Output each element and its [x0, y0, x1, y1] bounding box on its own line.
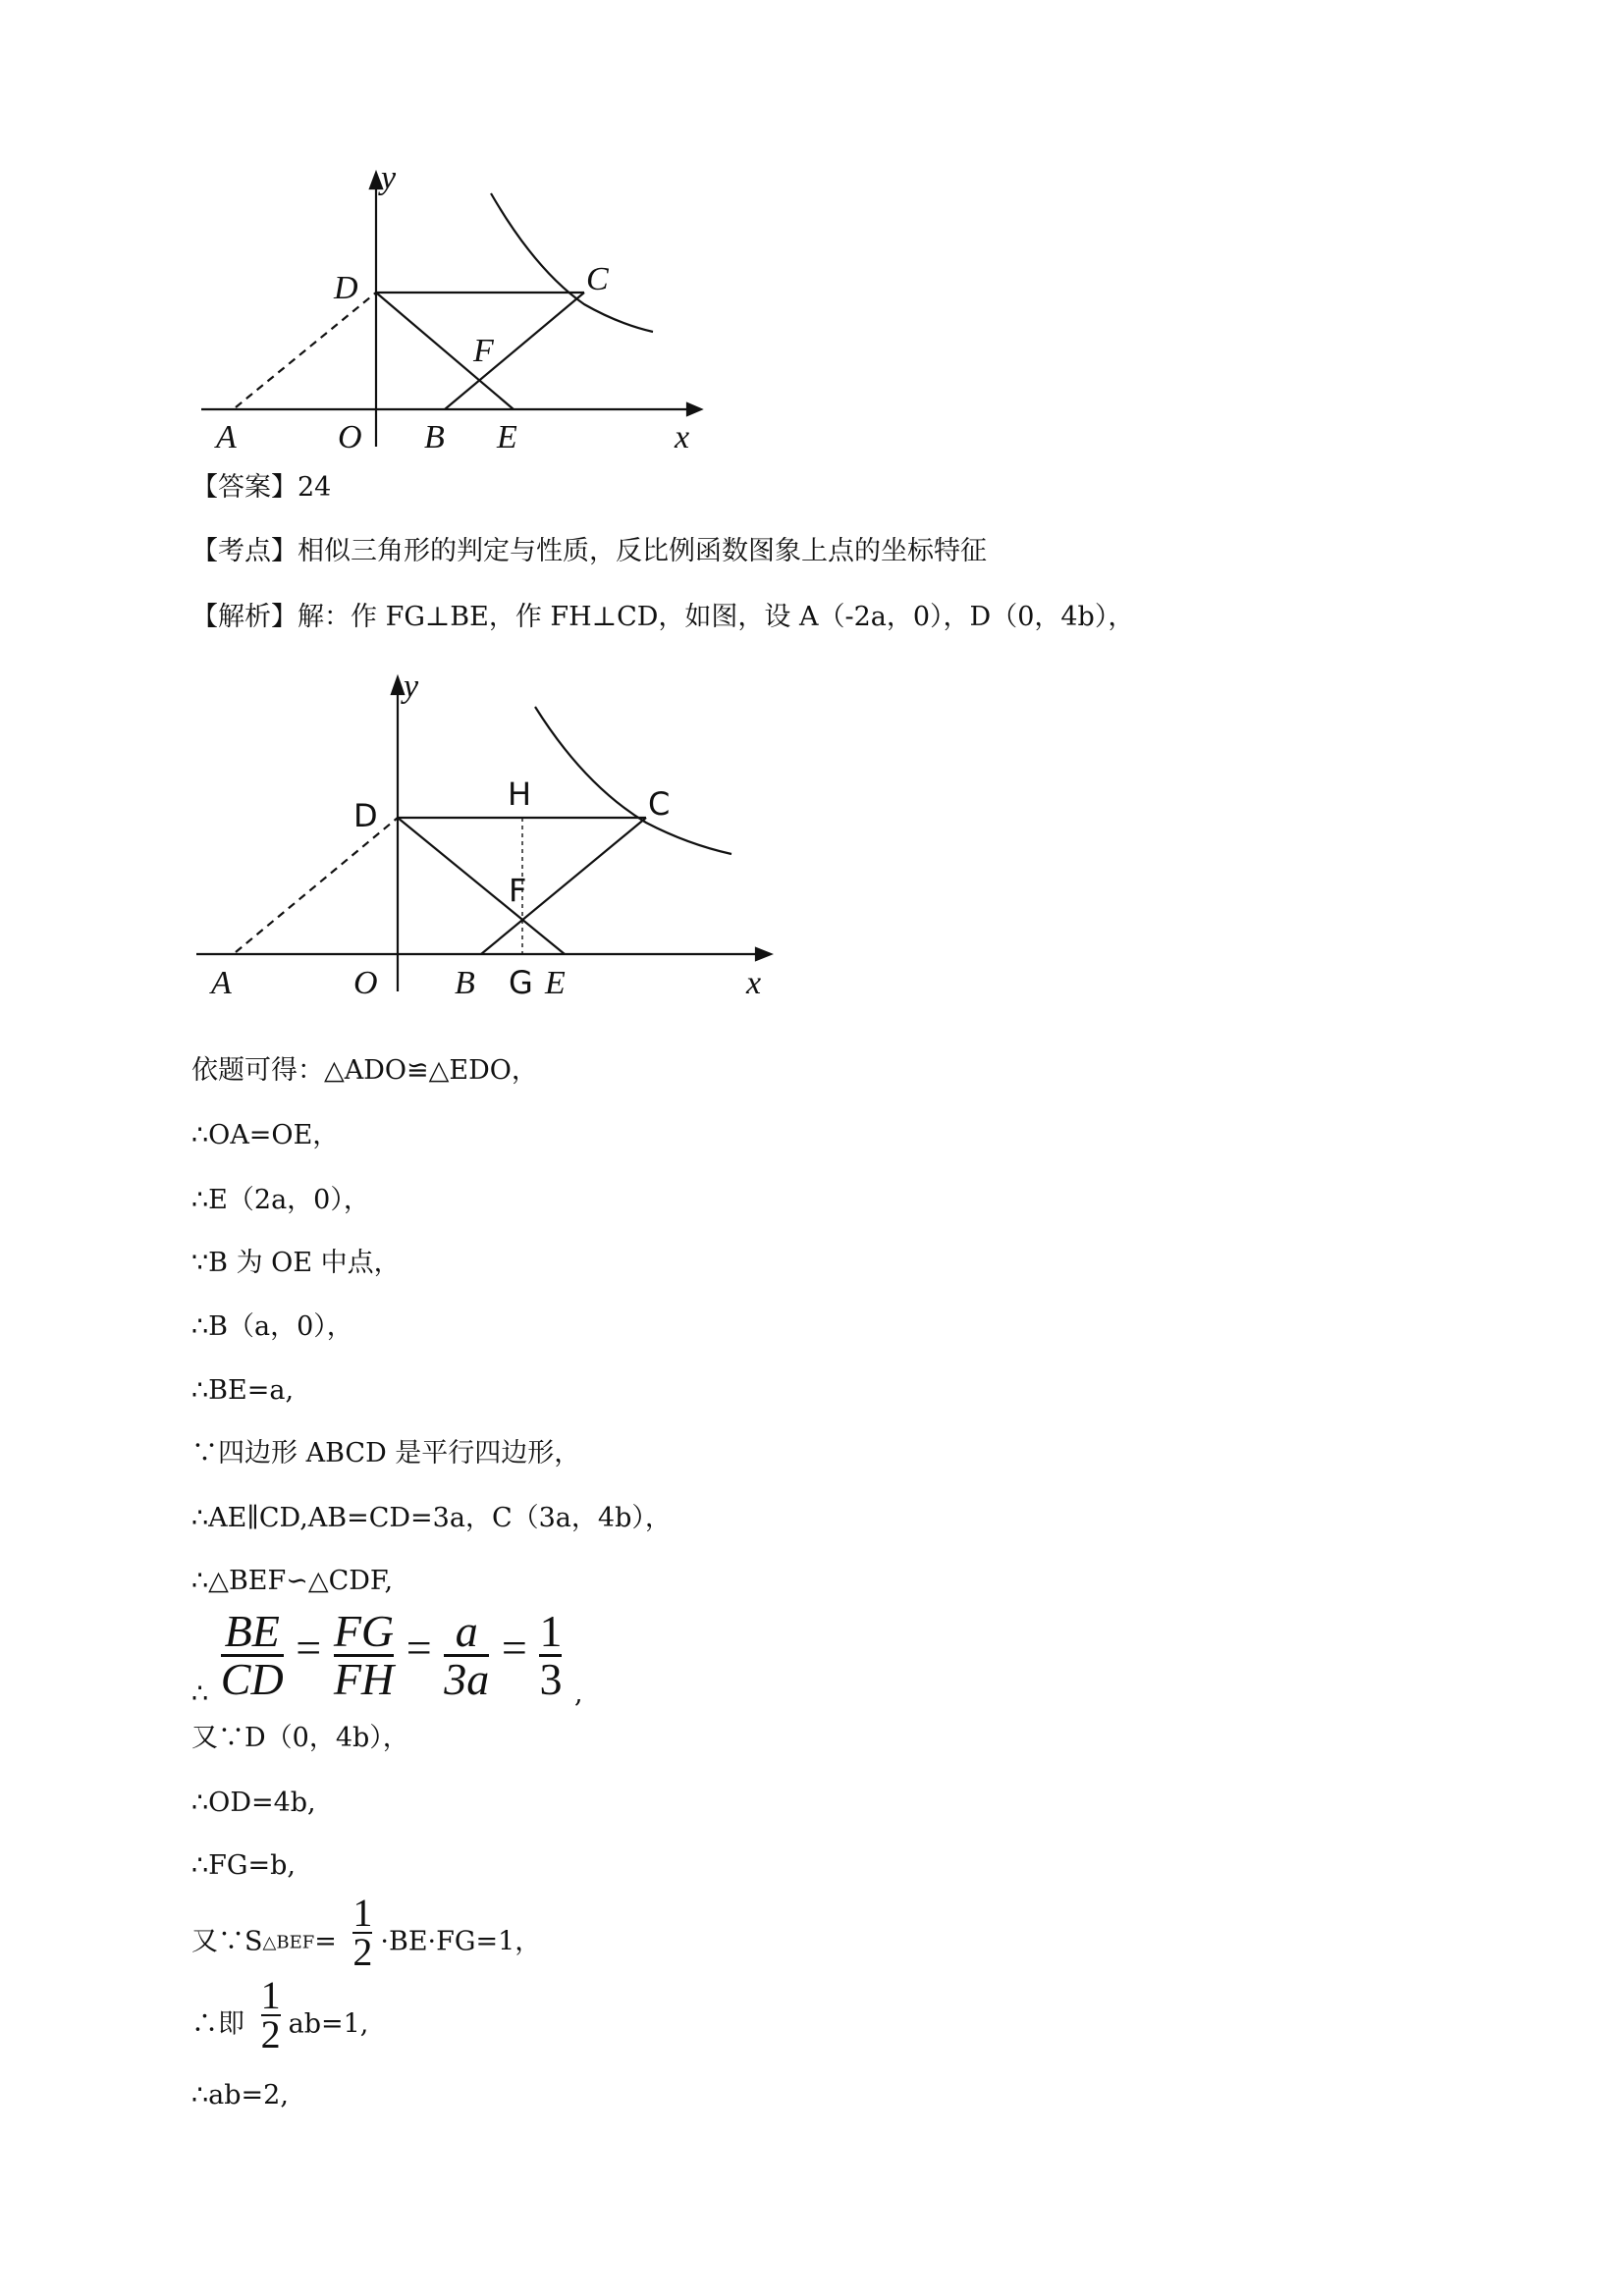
fraction-a-3a: $\frac{a}{3a}$ — [444, 1606, 490, 1704]
kaodian-tag: 【考点】 — [191, 536, 298, 566]
fraction-be-cd: $\frac{BE}{CD}$ — [220, 1606, 284, 1704]
segment-BC — [445, 293, 584, 409]
label-D: D — [334, 270, 358, 306]
ji-equation: ∴即 $\frac{1}{2} ab=1$, — [191, 1973, 369, 2056]
label-O: O — [338, 419, 362, 452]
step-line: ∴OD=4b, — [191, 1788, 316, 1818]
segment-AD-dashed — [236, 818, 398, 952]
segment-DE — [398, 818, 565, 954]
jiexi-text: 解：作 FG⊥BE，作 FH⊥CD，如图，设 A（-2a，0），D（0，4b）， — [298, 602, 1135, 632]
jiexi-line — [191, 601, 1134, 634]
fraction-one-half: $\frac{1}{2}$ — [260, 1973, 281, 2056]
label-E: E — [497, 419, 517, 452]
step-line: ∴B（a，0）， — [191, 1311, 353, 1342]
x-axis-arrow — [687, 403, 701, 415]
label-F: F — [509, 872, 527, 909]
step-line: 依题可得：△ADO≌△EDO， — [191, 1055, 538, 1086]
kaodian-text: 相似三角形的判定与性质，反比例函数图象上点的坐标特征 — [298, 536, 987, 566]
step-line: ∴OA=OE， — [191, 1120, 340, 1150]
label-E: E — [545, 965, 566, 1001]
label-B: B — [455, 965, 475, 1001]
figure-1-diagram — [196, 167, 717, 452]
area-equation: 又$\because S_{\triangle BEF}= \frac{1}{2} \cdot BE\cdot FG=1$， — [191, 1891, 542, 1974]
answer-line — [191, 471, 331, 505]
segment-BC — [481, 818, 646, 954]
x-axis-arrow — [756, 948, 771, 960]
step-line: ∴FG=b, — [191, 1850, 296, 1881]
final-line: ∴ab=2, — [191, 2080, 289, 2110]
label-x: x — [675, 419, 690, 452]
step-line: ∴BE=a, — [191, 1375, 295, 1406]
segment-AD-dashed — [236, 293, 376, 407]
label-A: A — [216, 419, 237, 452]
figure-2-diagram — [191, 667, 790, 1001]
label-C: C — [648, 785, 671, 823]
fraction-1-3: $\frac{1}{3}$ — [539, 1606, 563, 1704]
ratio-equation: ∴ $\frac{BE}{CD}$ = $\frac{FG}{FH}$ = $\frac{a}{3a}$ = $\frac{1}{3}$ , — [191, 1606, 583, 1709]
answer-tag: 【答案】 — [191, 472, 298, 503]
jiexi-tag: 【解析】 — [191, 602, 298, 632]
label-F: F — [473, 333, 494, 369]
label-y: y — [381, 167, 397, 196]
label-y: y — [404, 668, 419, 705]
y-axis-arrow — [392, 677, 404, 694]
label-H: H — [508, 775, 532, 813]
label-B: B — [424, 419, 445, 452]
hyperbola-curve — [491, 193, 653, 332]
step-line: ∴E（2a，0）， — [191, 1185, 370, 1215]
ratio-prefix: ∴ — [191, 1679, 209, 1709]
step-line: 又∵D（0，4b）， — [191, 1723, 409, 1753]
fraction-one-half: $\frac{1}{2}$ — [352, 1891, 373, 1974]
label-A: A — [211, 965, 232, 1001]
label-G: G — [509, 964, 533, 1001]
answer-value: 24 — [298, 472, 332, 503]
label-D: D — [353, 797, 378, 834]
step-line: ∵四边形 ABCD 是平行四边形， — [191, 1438, 581, 1468]
label-O: O — [353, 965, 378, 1001]
fraction-fg-fh: $\frac{FG}{FH}$ — [333, 1606, 395, 1704]
step-line: ∵B 为 OE 中点， — [191, 1248, 401, 1278]
label-x: x — [746, 965, 762, 1001]
hyperbola-curve — [535, 707, 731, 854]
kaodian-line — [191, 535, 987, 568]
step-line: ∴△BEF∽△CDF, — [191, 1566, 394, 1596]
step-line: ∴AE∥CD,AB=CD=3a，C（3a，4b）， — [191, 1503, 672, 1533]
label-C: C — [586, 261, 609, 297]
